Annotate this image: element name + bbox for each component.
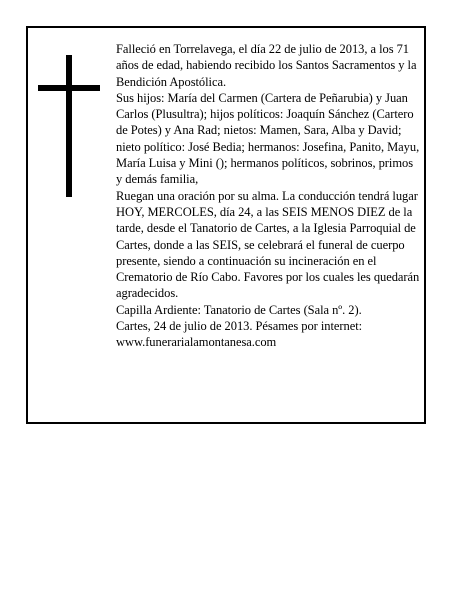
cross-horizontal-bar (38, 85, 100, 91)
cross-vertical-bar (66, 55, 72, 197)
latin-cross-icon (38, 55, 100, 197)
condolences-paragraph: Cartes, 24 de julio de 2013. Pésames por internet: www.funerarialamontanesa.com (116, 319, 363, 350)
family-paragraph: Sus hijos: María del Carmen (Cartera de Peñarubia) y Juan Carlos (Plusultra); hijos políticos: Joaquín Sánchez (Cartero de Potes) y Ana Rad; nietos: Mamen, Sara, Alba y David; nieto político: José Bedia; hermanos: Josefina, Panito, Mayu, María Luisa y Mini (); hermanos políticos, sobrinos, primos y demás familia, (116, 90, 420, 187)
obituary-notice (26, 26, 426, 424)
death-announcement-paragraph: Falleció en Torrelavega, el día 22 de julio de 2013, a los 71 años de edad, habiendo recibido los Santos Sacramentos y la Bendición Apostólica. (116, 42, 417, 89)
chapel-paragraph: Capilla Ardiente: Tanatorio de Cartes (Sala nº. 2). (116, 302, 362, 317)
obituary-text (116, 41, 421, 351)
funeral-details-paragraph: Ruegan una oración por su alma. La conducción tendrá lugar HOY, MERCOLES, día 24, a las SEIS MENOS DIEZ de la tarde, desde el Tanatorio de Cartes, a la Iglesia Parroquial de Cartes, donde a las SEIS, se celebrará el funeral de cuerpo presente, siendo a continuación su incineración en el Crematorio de Río Cabo. Favores por los cuales les quedarán agradecidos. (116, 188, 420, 301)
